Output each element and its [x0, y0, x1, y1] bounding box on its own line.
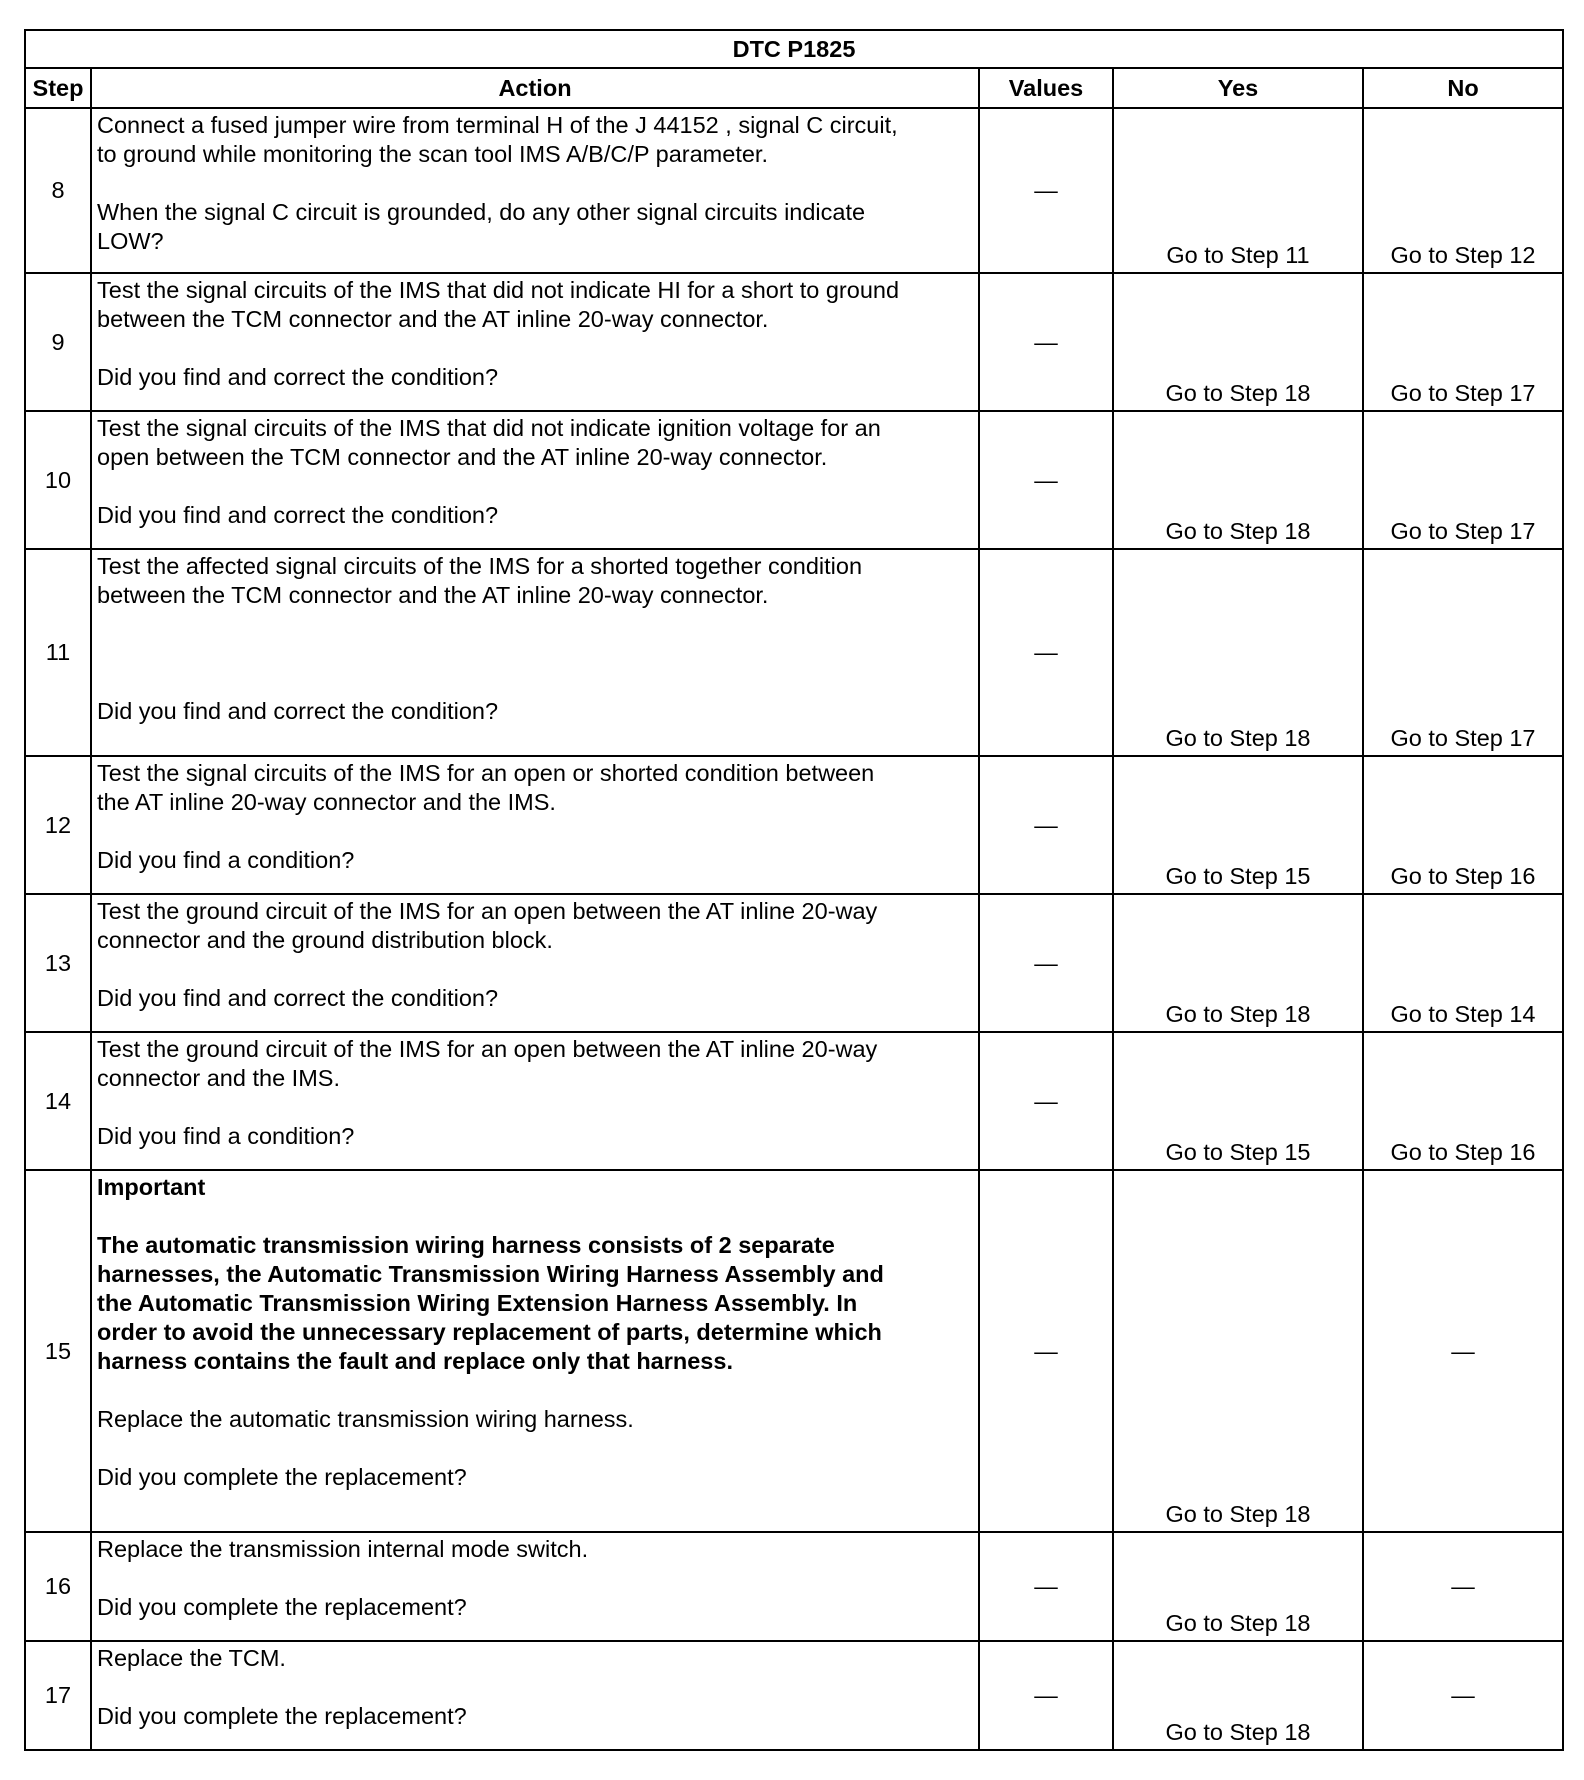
- yes-cell: Go to Step 18: [1113, 1641, 1363, 1750]
- table-row: [25, 756, 1563, 894]
- table-row: [25, 1641, 1563, 1750]
- action-line: Test the signal circuits of the IMS for an open or shorted condition between: [97, 760, 875, 786]
- yes-cell: Go to Step 11: [1113, 108, 1363, 273]
- no-cell: —: [1363, 1641, 1563, 1750]
- values-cell: —: [979, 894, 1113, 1032]
- yes-cell: Go to Step 18: [1113, 273, 1363, 411]
- action-line: harnesses, the Automatic Transmission Wiring Harness Assembly and: [97, 1261, 884, 1287]
- values-cell: —: [979, 549, 1113, 756]
- action-line: [97, 1202, 974, 1231]
- step-number: 8: [25, 108, 91, 273]
- action-line: Did you find a condition?: [97, 847, 355, 873]
- action-line: Test the ground circuit of the IMS for an open between the AT inline 20-way: [97, 898, 878, 924]
- action-line: [97, 955, 974, 984]
- values-cell: —: [979, 1032, 1113, 1170]
- action-cell: [91, 273, 979, 411]
- action-cell: [91, 1641, 979, 1750]
- action-cell: [91, 108, 979, 273]
- no-cell: —: [1363, 1170, 1563, 1532]
- action-line: Test the affected signal circuits of the IMS for a shorted together condition: [97, 553, 863, 579]
- step-number: 9: [25, 273, 91, 411]
- table-row: [25, 1170, 1563, 1532]
- action-line: [97, 1093, 974, 1122]
- action-line: between the TCM connector and the AT inline 20-way connector.: [97, 582, 769, 608]
- action-line: connector and the ground distribution block.: [97, 927, 553, 953]
- action-cell: [91, 549, 979, 756]
- step-number: 14: [25, 1032, 91, 1170]
- yes-cell: Go to Step 18: [1113, 549, 1363, 756]
- table-row: [25, 549, 1563, 756]
- no-cell: Go to Step 17: [1363, 273, 1563, 411]
- values-cell: —: [979, 108, 1113, 273]
- action-line: [97, 1376, 974, 1405]
- step-number: 15: [25, 1170, 91, 1532]
- action-line: LOW?: [97, 228, 164, 254]
- action-line: Important: [97, 1174, 206, 1200]
- action-line: Replace the TCM.: [97, 1645, 286, 1671]
- table-row: [25, 894, 1563, 1032]
- action-cell: [91, 411, 979, 549]
- action-line: Test the ground circuit of the IMS for an open between the AT inline 20-way: [97, 1036, 878, 1062]
- action-cell: [91, 1532, 979, 1641]
- action-line: When the signal C circuit is grounded, do any other signal circuits indicate: [97, 199, 866, 225]
- step-number: 17: [25, 1641, 91, 1750]
- action-line: Connect a fused jumper wire from terminal H of the J 44152 , signal C circuit,: [97, 112, 898, 138]
- action-line: Did you find a condition?: [97, 1123, 355, 1149]
- action-line: between the TCM connector and the AT inline 20-way connector.: [97, 306, 769, 332]
- action-line: Did you complete the replacement?: [97, 1594, 467, 1620]
- table-row: [25, 1032, 1563, 1170]
- action-line: Replace the automatic transmission wiring harness.: [97, 1406, 634, 1432]
- no-cell: Go to Step 17: [1363, 549, 1563, 756]
- yes-cell: Go to Step 15: [1113, 756, 1363, 894]
- action-line: [97, 610, 974, 639]
- header-step: Step: [25, 68, 91, 108]
- action-cell: [91, 1032, 979, 1170]
- no-cell: Go to Step 16: [1363, 756, 1563, 894]
- action-line: Test the signal circuits of the IMS that did not indicate HI for a short to ground: [97, 277, 900, 303]
- action-line: Did you complete the replacement?: [97, 1464, 467, 1490]
- header-action: Action: [91, 68, 979, 108]
- action-cell: [91, 1170, 979, 1532]
- table-row: [25, 108, 1563, 273]
- table-row: [25, 411, 1563, 549]
- header-yes: Yes: [1113, 68, 1363, 108]
- action-line: Test the signal circuits of the IMS that did not indicate ignition voltage for an: [97, 415, 881, 441]
- values-cell: —: [979, 1170, 1113, 1532]
- action-line: connector and the IMS.: [97, 1065, 340, 1091]
- yes-cell: Go to Step 18: [1113, 411, 1363, 549]
- values-cell: —: [979, 1532, 1113, 1641]
- step-number: 11: [25, 549, 91, 756]
- header-no: No: [1363, 68, 1563, 108]
- header-row: [25, 68, 1563, 108]
- no-cell: Go to Step 17: [1363, 411, 1563, 549]
- step-number: 13: [25, 894, 91, 1032]
- no-cell: Go to Step 12: [1363, 108, 1563, 273]
- table-title: DTC P1825: [25, 30, 1563, 68]
- yes-cell: Go to Step 15: [1113, 1032, 1363, 1170]
- action-line: [97, 1434, 974, 1463]
- action-line: [97, 1564, 974, 1593]
- action-line: Replace the transmission internal mode switch.: [97, 1536, 589, 1562]
- action-line: [97, 668, 974, 697]
- step-number: 10: [25, 411, 91, 549]
- action-line: order to avoid the unnecessary replacement of parts, determine which: [97, 1319, 882, 1345]
- action-line: [97, 334, 974, 363]
- action-line: the Automatic Transmission Wiring Extension Harness Assembly. In: [97, 1290, 858, 1316]
- action-line: Did you find and correct the condition?: [97, 502, 499, 528]
- action-line: Did you find and correct the condition?: [97, 985, 499, 1011]
- action-line: [97, 472, 974, 501]
- table-row: [25, 273, 1563, 411]
- action-line: [97, 639, 974, 668]
- no-cell: Go to Step 14: [1363, 894, 1563, 1032]
- yes-cell: Go to Step 18: [1113, 1532, 1363, 1641]
- action-line: harness contains the fault and replace only that harness.: [97, 1348, 733, 1374]
- action-line: the AT inline 20-way connector and the IMS.: [97, 789, 556, 815]
- no-cell: Go to Step 16: [1363, 1032, 1563, 1170]
- step-number: 12: [25, 756, 91, 894]
- action-line: Did you find and correct the condition?: [97, 698, 499, 724]
- action-line: to ground while monitoring the scan tool IMS A/B/C/P parameter.: [97, 141, 768, 167]
- action-line: The automatic transmission wiring harness consists of 2 separate: [97, 1232, 835, 1258]
- no-cell: —: [1363, 1532, 1563, 1641]
- values-cell: —: [979, 1641, 1113, 1750]
- action-cell: [91, 894, 979, 1032]
- action-line: Did you find and correct the condition?: [97, 364, 499, 390]
- action-line: [97, 169, 974, 198]
- action-cell: [91, 756, 979, 894]
- yes-cell: Go to Step 18: [1113, 1170, 1363, 1532]
- action-line: open between the TCM connector and the AT inline 20-way connector.: [97, 444, 828, 470]
- action-line: Did you complete the replacement?: [97, 1703, 467, 1729]
- yes-cell: Go to Step 18: [1113, 894, 1363, 1032]
- dtc-table: [24, 29, 1564, 1751]
- action-line: [97, 817, 974, 846]
- values-cell: —: [979, 273, 1113, 411]
- table-row: [25, 1532, 1563, 1641]
- action-line: [97, 1673, 974, 1702]
- values-cell: —: [979, 411, 1113, 549]
- step-number: 16: [25, 1532, 91, 1641]
- header-values: Values: [979, 68, 1113, 108]
- values-cell: —: [979, 756, 1113, 894]
